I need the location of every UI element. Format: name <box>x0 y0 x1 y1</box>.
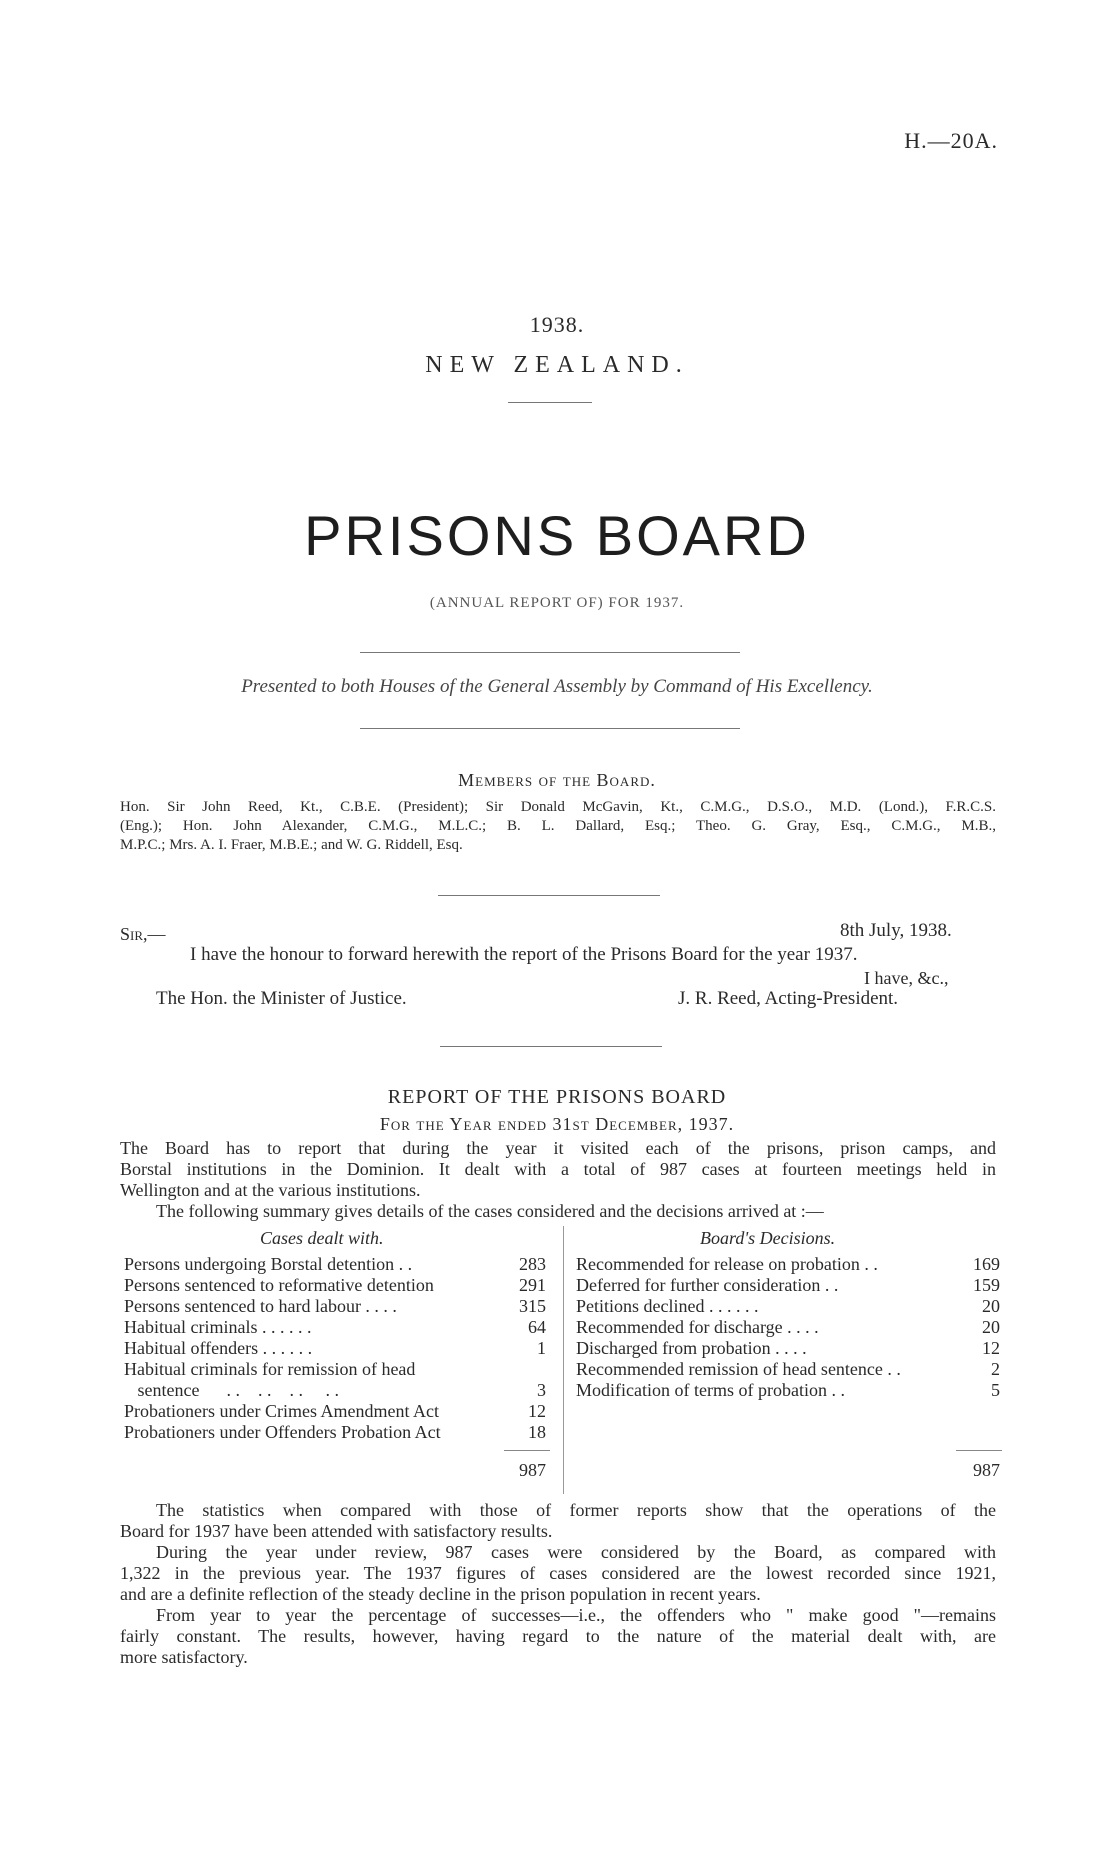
paragraph-line: Board for 1937 have been attended with satisfactory results. <box>120 1521 553 1541</box>
case-label: sentence . . . . . . . . <box>124 1380 339 1400</box>
decisions-column-header: Board's Decisions. <box>700 1228 836 1248</box>
case-label: Probationers under Crimes Amendment Act <box>124 1401 439 1421</box>
document-subtitle: (ANNUAL REPORT OF) FOR 1937. <box>429 595 685 611</box>
case-count: 315 <box>519 1296 546 1316</box>
case-label: Habitual offenders . . . . . . <box>124 1338 313 1358</box>
members-heading: Members of the Board. <box>458 770 656 790</box>
letter-date: 8th July, 1938. <box>840 920 952 941</box>
paragraph-line: During the year under review, 987 cases were considered by the Board, as compared with <box>156 1542 996 1562</box>
paragraph-line: From year to year the percentage of successes—i.e., the offenders who " make good "—remains <box>156 1605 996 1625</box>
divider-rule <box>440 1046 662 1047</box>
decision-count: 2 <box>991 1359 1000 1379</box>
paragraph-line: Borstal institutions in the Dominion. It dealt with a total of 987 cases at fourteen meetings held in <box>120 1159 996 1179</box>
case-label: Persons undergoing Borstal detention . . <box>124 1254 413 1274</box>
decisions-total: 987 <box>973 1460 1000 1480</box>
letter-body: I have the honour to forward herewith the report of the Prisons Board for the year 1937. <box>190 944 858 965</box>
members-line: M.P.C.; Mrs. A. I. Fraer, M.B.E.; and W. G. Riddell, Esq. <box>120 837 463 853</box>
case-label: Probationers under Offenders Probation Act <box>124 1422 441 1442</box>
decision-label: Recommended remission of head sentence . . <box>576 1359 901 1379</box>
decision-count: 169 <box>973 1254 1000 1274</box>
letter-addressee: The Hon. the Minister of Justice. <box>156 988 407 1009</box>
case-label: Persons sentenced to hard labour . . . . <box>124 1296 397 1316</box>
decision-label: Petitions declined . . . . . . <box>576 1296 759 1316</box>
report-title: REPORT OF THE PRISONS BOARD <box>387 1086 727 1108</box>
page-reference: H.—20A. <box>904 128 998 153</box>
case-count: 1 <box>537 1338 546 1358</box>
paragraph-line: 1,322 in the previous year. The 1937 figures of cases considered are the lowest recorded since 1921, <box>120 1563 996 1583</box>
document-title: PRISONS BOARD <box>304 504 810 567</box>
case-label: Habitual criminals for remission of head <box>124 1359 416 1379</box>
paragraph-line: The Board has to report that during the year it visited each of the prisons, prison camps, and <box>120 1138 996 1158</box>
decision-label: Discharged from probation . . . . <box>576 1338 807 1358</box>
case-count: 64 <box>528 1317 546 1337</box>
letter-salutation: Sir,— <box>120 924 166 944</box>
members-line: Hon. Sir John Reed, Kt., C.B.E. (President); Sir Donald McGavin, Kt., C.M.G., D.S.O., M.D. (Lond.), F.R.C.S. <box>120 799 996 815</box>
decision-count: 5 <box>991 1380 1000 1400</box>
letter-closing: I have, &c., <box>864 968 949 988</box>
cover-country: NEW ZEALAND. <box>425 352 689 378</box>
case-label: Persons sentenced to reformative detention <box>124 1275 434 1295</box>
case-count: 12 <box>528 1401 546 1421</box>
decision-count: 20 <box>982 1317 1000 1337</box>
case-count: 283 <box>519 1254 546 1274</box>
divider-rule <box>438 895 660 896</box>
column-divider <box>563 1226 564 1494</box>
paragraph-line: and are a definite reflection of the steady decline in the prison population in recent years. <box>120 1584 761 1604</box>
report-subtitle: For the Year ended 31st December, 1937. <box>379 1114 735 1134</box>
case-count: 291 <box>519 1275 546 1295</box>
cover-year: 1938. <box>529 312 585 337</box>
case-count: 18 <box>528 1422 546 1442</box>
cases-total: 987 <box>519 1460 546 1480</box>
decision-label: Recommended for discharge . . . . <box>576 1317 819 1337</box>
paragraph-line: The statistics when compared with those of former reports show that the operations of the <box>156 1500 996 1520</box>
decision-label: Recommended for release on probation . . <box>576 1254 878 1274</box>
divider-rule <box>360 728 740 729</box>
decision-label: Deferred for further consideration . . <box>576 1275 839 1295</box>
total-rule <box>956 1450 1002 1451</box>
paragraph-line: more satisfactory. <box>120 1647 248 1667</box>
divider-rule <box>360 652 740 653</box>
total-rule <box>504 1450 550 1451</box>
decision-count: 20 <box>982 1296 1000 1316</box>
case-label: Habitual criminals . . . . . . <box>124 1317 312 1337</box>
decision-count: 12 <box>982 1338 1000 1358</box>
summary-line: The following summary gives details of the cases considered and the decisions arrived at :— <box>156 1201 824 1221</box>
divider-rule <box>508 402 592 403</box>
decision-label: Modification of terms of probation . . <box>576 1380 845 1400</box>
presented-line: Presented to both Houses of the General Assembly by Command of His Excellency. <box>241 676 873 697</box>
paragraph-line: fairly constant. The results, however, having regard to the nature of the material dealt with, are <box>120 1626 996 1646</box>
decision-count: 159 <box>973 1275 1000 1295</box>
paragraph-line: Wellington and at the various institutions. <box>120 1180 421 1200</box>
cases-column-header: Cases dealt with. <box>260 1228 384 1248</box>
case-count: 3 <box>537 1380 546 1400</box>
letter-signature: J. R. Reed, Acting-President. <box>678 988 899 1009</box>
members-line: (Eng.); Hon. John Alexander, C.M.G., M.L.C.; B. L. Dallard, Esq.; Theo. G. Gray, Esq., C.M.G., M.B., <box>120 818 996 834</box>
